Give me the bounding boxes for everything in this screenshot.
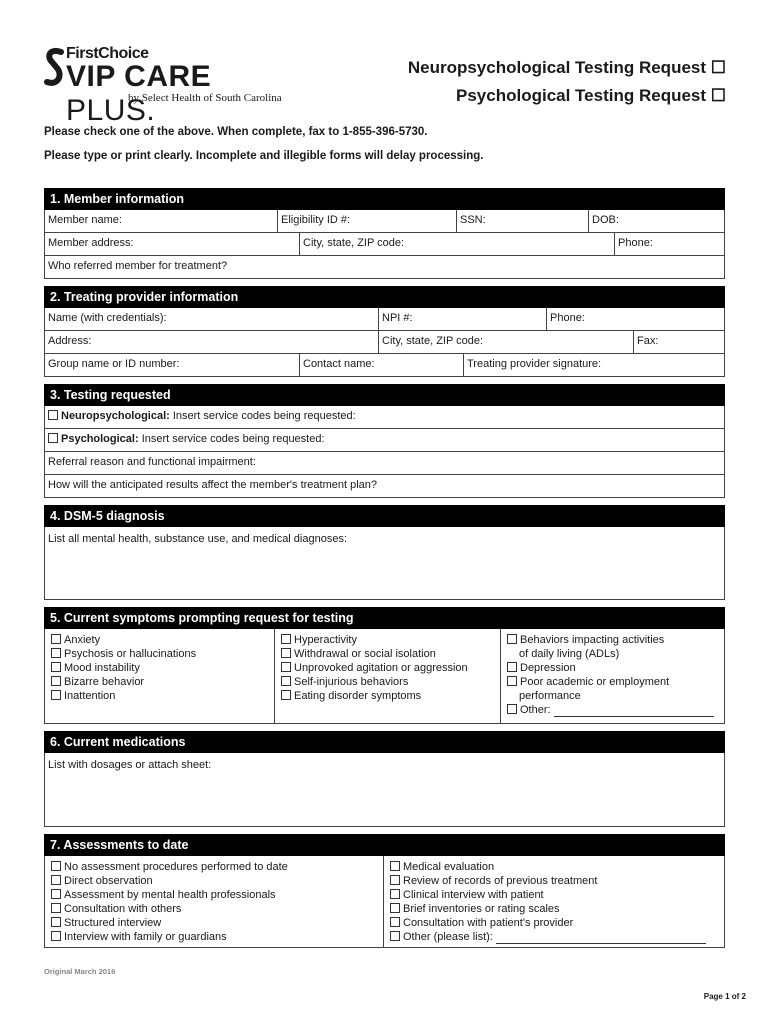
section-member-info-header: 1. Member information <box>44 188 725 210</box>
section-symptoms-header: 5. Current symptoms prompting request for testing <box>44 607 725 629</box>
ssn-field[interactable]: SSN: <box>456 210 588 232</box>
assessments-col-1 <box>45 856 383 947</box>
symptom-label: Anxiety <box>64 634 101 646</box>
checkbox[interactable] <box>51 931 61 941</box>
symptoms-grid <box>44 629 725 724</box>
assessment-observation[interactable] <box>51 874 377 888</box>
checkbox[interactable] <box>390 931 400 941</box>
diagnoses-prompt: List all mental health, substance use, and medical diagnoses: <box>48 533 348 545</box>
symptom-adl-cont: of daily living (ADLs) <box>519 648 620 660</box>
brand-big: VIP CARE <box>66 60 212 93</box>
symptom-label: Bizarre behavior <box>64 676 145 688</box>
symptom-label: Inattention <box>64 690 116 702</box>
brand-small: FirstChoice <box>66 45 149 62</box>
neuro-codes-field[interactable] <box>45 406 724 428</box>
assessment-family[interactable] <box>51 930 377 944</box>
assessment-records[interactable] <box>390 874 718 888</box>
neuro-checkbox[interactable] <box>48 410 58 420</box>
psych-prompt: Insert service codes being requested: <box>138 433 325 445</box>
symptom-self-injury[interactable] <box>281 675 494 689</box>
assessments-col-2 <box>383 856 724 947</box>
symptom-eating[interactable] <box>281 689 494 703</box>
diagnoses-field[interactable] <box>44 527 725 600</box>
group-id-field[interactable]: Group name or ID number: <box>48 358 180 370</box>
assessment-label: Review of records of previous treatment <box>403 875 598 887</box>
symptom-label: Psychosis or hallucinations <box>64 648 197 660</box>
assessment-label: Interview with family or guardians <box>64 931 227 943</box>
provider-name-field[interactable]: Name (with credentials): <box>48 312 167 324</box>
checkbox[interactable] <box>390 917 400 927</box>
symptom-mood[interactable] <box>51 661 268 675</box>
medications-prompt: List with dosages or attach sheet: <box>48 759 212 771</box>
symptom-label: Depression <box>520 662 576 674</box>
symptom-depression[interactable] <box>507 661 718 675</box>
checkbox[interactable] <box>390 889 400 899</box>
results-impact-field[interactable]: How will the anticipated results affect the member's treatment plan? <box>48 479 378 491</box>
symptoms-col-3 <box>500 629 724 723</box>
checkbox[interactable] <box>51 676 61 686</box>
assessment-label: No assessment procedures performed to date <box>64 861 288 873</box>
checkbox[interactable] <box>507 676 517 686</box>
assessment-inventories[interactable] <box>390 902 718 916</box>
assessment-none[interactable] <box>51 860 377 874</box>
checkbox[interactable] <box>281 690 291 700</box>
checkbox[interactable] <box>51 889 61 899</box>
request-form <box>44 181 725 948</box>
symptom-hyperactivity[interactable] <box>281 633 494 647</box>
checkbox[interactable] <box>281 648 291 658</box>
instruction-fax: Please check one of the above. When complete, fax to 1-855-396-5730. <box>44 126 428 138</box>
assessments-grid <box>44 856 725 948</box>
assessment-label: Brief inventories or rating scales <box>403 903 560 915</box>
assessment-clinical-interview[interactable] <box>390 888 718 902</box>
assessment-label: Other (please list): <box>403 931 493 943</box>
provider-signature-field[interactable]: Treating provider signature: <box>463 354 724 376</box>
symptom-withdrawal[interactable] <box>281 647 494 661</box>
section-testing-header: 3. Testing requested <box>44 384 725 406</box>
checkbox[interactable] <box>507 704 517 714</box>
provider-phone-field[interactable]: Phone: <box>546 308 724 330</box>
assessment-other[interactable] <box>390 930 718 944</box>
symptoms-col-2 <box>274 629 500 723</box>
symptom-inattention[interactable] <box>51 689 268 703</box>
symptoms-col-1 <box>45 629 274 723</box>
testing-row-psych <box>44 429 725 452</box>
title-psych[interactable]: Psychological Testing Request ☐ <box>456 86 726 105</box>
assessment-other-line[interactable] <box>496 933 706 944</box>
checkbox[interactable] <box>51 634 61 644</box>
provider-row-3 <box>44 354 725 377</box>
eligibility-id-field[interactable]: Eligibility ID #: <box>277 210 456 232</box>
checkbox[interactable] <box>51 875 61 885</box>
assessment-label: Structured interview <box>64 917 162 929</box>
checkbox[interactable] <box>390 861 400 871</box>
provider-fax-field[interactable]: Fax: <box>633 331 724 353</box>
member-row-3 <box>44 256 725 279</box>
symptom-label: Mood instability <box>64 662 140 674</box>
symptom-label: Other: <box>520 704 551 716</box>
assessment-label: Direct observation <box>64 875 153 887</box>
instruction-clarity: Please type or print clearly. Incomplete and illegible forms will delay processing. <box>44 150 484 162</box>
checkbox[interactable] <box>390 903 400 913</box>
psych-checkbox[interactable] <box>48 433 58 443</box>
symptom-label: Poor academic or employment <box>520 676 670 688</box>
member-phone-field[interactable]: Phone: <box>614 233 724 255</box>
brand-plus: PLUS. <box>66 94 156 127</box>
checkbox[interactable] <box>51 648 61 658</box>
assessment-label: Consultation with patient's provider <box>403 917 574 929</box>
symptom-anxiety[interactable] <box>51 633 268 647</box>
provider-row-1 <box>44 308 725 331</box>
assessment-label: Clinical interview with patient <box>403 889 544 901</box>
npi-field[interactable]: NPI #: <box>378 308 546 330</box>
provider-row-2 <box>44 331 725 354</box>
checkbox[interactable] <box>281 662 291 672</box>
referred-by-field[interactable]: Who referred member for treatment? <box>48 260 228 272</box>
referral-reason-field[interactable]: Referral reason and functional impairment: <box>48 456 256 468</box>
medications-field[interactable] <box>44 753 725 827</box>
contact-name-field[interactable]: Contact name: <box>299 354 463 376</box>
section-provider-info-header: 2. Treating provider information <box>44 286 725 308</box>
testing-row-neuro <box>44 406 725 429</box>
dob-field[interactable]: DOB: <box>588 210 724 232</box>
neuro-label: Neuropsychological: <box>61 410 170 422</box>
checkbox[interactable] <box>507 662 517 672</box>
checkbox[interactable] <box>51 861 61 871</box>
symptom-psychosis[interactable] <box>51 647 268 661</box>
symptom-label: Eating disorder symptoms <box>294 690 422 702</box>
symptom-label: Self-injurious behaviors <box>294 676 409 688</box>
assessment-structured[interactable] <box>51 916 377 930</box>
logo <box>44 40 304 127</box>
assessment-mh-professionals[interactable] <box>51 888 377 902</box>
s-logo-icon <box>44 46 64 94</box>
member-city-field[interactable]: City, state, ZIP code: <box>299 233 614 255</box>
testing-row-referral <box>44 452 725 475</box>
symptom-academic[interactable] <box>507 675 718 689</box>
title-neuropsych[interactable]: Neuropsychological Testing Request ☐ <box>407 58 726 77</box>
symptom-bizarre[interactable] <box>51 675 268 689</box>
checkbox[interactable] <box>281 676 291 686</box>
form-titles <box>408 54 726 110</box>
section-assessments-header: 7. Assessments to date <box>44 834 725 856</box>
assessment-medical[interactable] <box>390 860 718 874</box>
psych-codes-field[interactable] <box>45 429 724 451</box>
assessment-label: Consultation with others <box>64 903 182 915</box>
symptom-label: Unprovoked agitation or aggression <box>294 662 468 674</box>
member-row-1 <box>44 210 725 233</box>
checkbox[interactable] <box>51 690 61 700</box>
assessment-consultation[interactable] <box>51 902 377 916</box>
member-address-field[interactable]: Member address: <box>48 237 134 249</box>
testing-row-results <box>44 475 725 498</box>
neuro-prompt: Insert service codes being requested: <box>169 410 356 422</box>
symptom-label: Hyperactivity <box>294 634 357 646</box>
symptom-academic-cont: performance <box>519 690 581 702</box>
checkbox[interactable] <box>390 875 400 885</box>
symptom-label: Behaviors impacting activities <box>520 634 665 646</box>
assessment-label: Assessment by mental health professionals <box>64 889 276 901</box>
symptom-agitation[interactable] <box>281 661 494 675</box>
checkbox[interactable] <box>51 903 61 913</box>
checkbox[interactable] <box>51 917 61 927</box>
page-number: Page 1 of 2 <box>703 992 746 1001</box>
tagline: by Select Health of South Carolina <box>128 92 282 104</box>
symptom-other-line[interactable] <box>554 706 714 717</box>
original-date: Original March 2016 <box>44 967 116 976</box>
checkbox[interactable] <box>51 662 61 672</box>
provider-address-field[interactable]: Address: <box>48 335 92 347</box>
checkbox[interactable] <box>507 634 517 644</box>
section-dsm5-header: 4. DSM-5 diagnosis <box>44 505 725 527</box>
provider-city-field[interactable]: City, state, ZIP code: <box>378 331 633 353</box>
assessment-label: Medical evaluation <box>403 861 495 873</box>
symptom-label: Withdrawal or social isolation <box>294 648 436 660</box>
psych-label: Psychological: <box>61 433 139 445</box>
symptom-other[interactable] <box>507 703 718 717</box>
checkbox[interactable] <box>281 634 291 644</box>
assessment-provider-consult[interactable] <box>390 916 718 930</box>
member-row-2 <box>44 233 725 256</box>
symptom-adl[interactable] <box>507 633 718 647</box>
member-name-field[interactable]: Member name: <box>48 214 122 226</box>
section-medications-header: 6. Current medications <box>44 731 725 753</box>
